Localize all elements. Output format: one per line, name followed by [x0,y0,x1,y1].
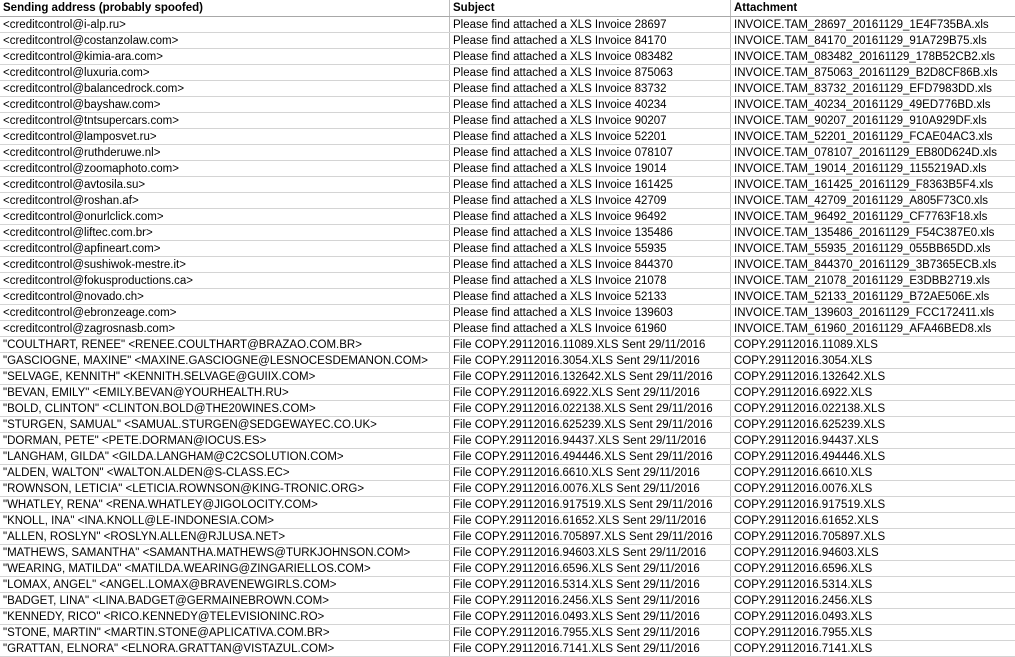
sending-address-cell[interactable]: <creditcontrol@fokusproductions.ca> [0,273,450,288]
attachment-cell[interactable]: COPY.29112016.94603.XLS [734,547,879,559]
table-row[interactable] [0,97,1015,113]
sending-address-cell[interactable]: <creditcontrol@ebronzeage.com> [0,305,450,320]
table-row[interactable] [0,401,1015,417]
subject-cell[interactable]: File COPY.29112016.132642.XLS Sent 29/11/2016 [450,369,731,384]
subject-cell[interactable]: File COPY.29112016.6922.XLS Sent 29/11/2016 [450,385,731,400]
sending-address-cell[interactable]: "GRATTAN, ELNORA" <ELNORA.GRATTAN@VISTAZUL.COM> [0,641,450,656]
subject-cell[interactable]: File COPY.29112016.2456.XLS Sent 29/11/2016 [450,593,731,608]
table-row[interactable] [0,465,1015,481]
attachment-cell[interactable]: COPY.29112016.11089.XLS [734,339,878,351]
attachment-cell[interactable]: INVOICE.TAM_844370_20161129_3B7365ECB.xls [734,259,997,271]
attachment-cell[interactable]: COPY.29112016.0076.XLS [734,483,873,495]
table-row[interactable] [0,17,1015,33]
sending-address-cell[interactable]: <creditcontrol@tntsupercars.com> [0,113,450,128]
attachment-cell[interactable]: COPY.29112016.94437.XLS [734,435,879,447]
attachment-cell[interactable]: COPY.29112016.2456.XLS [734,595,873,607]
table-row[interactable] [0,177,1015,193]
attachment-cell[interactable]: COPY.29112016.5314.XLS [734,579,873,591]
sending-address-cell[interactable]: <creditcontrol@zoomaphoto.com> [0,161,450,176]
sending-address-cell[interactable]: <creditcontrol@i-alp.ru> [0,17,450,32]
subject-cell[interactable]: Please find attached a XLS Invoice 078107 [450,145,731,160]
sending-address-cell[interactable]: <creditcontrol@liftec.com.br> [0,225,450,240]
table-row[interactable] [0,593,1015,609]
attachment-cell[interactable]: INVOICE.TAM_84170_20161129_91A729B75.xls [734,35,987,47]
attachment-cell[interactable]: INVOICE.TAM_55935_20161129_055BB65DD.xls [734,243,991,255]
table-row[interactable] [0,561,1015,577]
table-row[interactable] [0,33,1015,49]
table-row[interactable] [0,529,1015,545]
sending-address-cell[interactable]: "LOMAX, ANGEL" <ANGEL.LOMAX@BRAVENEWGIRLS.COM> [0,577,450,592]
attachment-cell[interactable]: INVOICE.TAM_52201_20161129_FCAE04AC3.xls [734,131,993,143]
attachment-cell[interactable]: INVOICE.TAM_078107_20161129_EB80D624D.xls [734,147,997,159]
table-row[interactable] [0,545,1015,561]
sending-address-cell[interactable]: <creditcontrol@bayshaw.com> [0,97,450,112]
table-row[interactable] [0,225,1015,241]
attachment-cell[interactable]: COPY.29112016.6610.XLS [734,467,873,479]
table-row[interactable] [0,145,1015,161]
sending-address-cell[interactable]: <creditcontrol@ruthderuwe.nl> [0,145,450,160]
table-row[interactable] [0,337,1015,353]
attachment-cell[interactable]: INVOICE.TAM_61960_20161129_AFA46BED8.xls [734,323,992,335]
attachment-cell[interactable]: COPY.29112016.61652.XLS [734,515,879,527]
attachment-cell[interactable]: COPY.29112016.3054.XLS [734,355,873,367]
subject-cell[interactable]: Please find attached a XLS Invoice 19014 [450,161,731,176]
sending-address-cell[interactable]: "COULTHART, RENEE" <RENEE.COULTHART@BRAZAO.COM.BR> [0,337,450,352]
header-subject[interactable]: Subject [450,0,731,16]
subject-cell[interactable]: Please find attached a XLS Invoice 61960 [450,321,731,336]
table-row[interactable] [0,321,1015,337]
attachment-cell[interactable]: COPY.29112016.6596.XLS [734,563,873,575]
table-row[interactable] [0,625,1015,641]
attachment-cell[interactable]: COPY.29112016.917519.XLS [734,499,886,511]
table-row[interactable] [0,289,1015,305]
subject-cell[interactable]: File COPY.29112016.917519.XLS Sent 29/11/2016 [450,497,731,512]
subject-cell[interactable]: Please find attached a XLS Invoice 83732 [450,81,731,96]
attachment-cell[interactable]: COPY.29112016.625239.XLS [734,419,886,431]
table-row[interactable] [0,385,1015,401]
table-row[interactable] [0,209,1015,225]
attachment-cell[interactable]: INVOICE.TAM_83732_20161129_EFD7983DD.xls [734,83,992,95]
table-row[interactable] [0,417,1015,433]
sending-address-cell[interactable]: "LANGHAM, GILDA" <GILDA.LANGHAM@C2CSOLUTION.COM> [0,449,450,464]
table-row[interactable] [0,257,1015,273]
table-body [0,17,1015,657]
header-attachment[interactable]: Attachment [734,2,798,14]
table-row[interactable] [0,113,1015,129]
sending-address-cell[interactable]: <creditcontrol@lamposvet.ru> [0,129,450,144]
attachment-cell[interactable]: INVOICE.TAM_52133_20161129_B72AE506E.xls [734,291,990,303]
attachment-cell[interactable]: INVOICE.TAM_19014_20161129_1155219AD.xls [734,163,987,175]
table-row[interactable] [0,433,1015,449]
subject-cell[interactable]: Please find attached a XLS Invoice 139603 [450,305,731,320]
subject-cell[interactable]: Please find attached a XLS Invoice 21078 [450,273,731,288]
table-row[interactable] [0,497,1015,513]
sending-address-cell[interactable]: <creditcontrol@sushiwok-mestre.it> [0,257,450,272]
subject-cell[interactable]: File COPY.29112016.5314.XLS Sent 29/11/2016 [450,577,731,592]
subject-cell[interactable]: File COPY.29112016.6610.XLS Sent 29/11/2016 [450,465,731,480]
attachment-cell[interactable]: INVOICE.TAM_28697_20161129_1E4F735BA.xls [734,19,989,31]
subject-cell[interactable]: Please find attached a XLS Invoice 875063 [450,65,731,80]
sending-address-cell[interactable]: "KNOLL, INA" <INA.KNOLL@LE-INDONESIA.COM> [0,513,450,528]
table-row[interactable] [0,577,1015,593]
table-row[interactable] [0,161,1015,177]
sending-address-cell[interactable]: "BADGET, LINA" <LINA.BADGET@GERMAINEBROWN.COM> [0,593,450,608]
subject-cell[interactable]: File COPY.29112016.625239.XLS Sent 29/11/2016 [450,417,731,432]
attachment-cell[interactable]: COPY.29112016.022138.XLS [734,403,886,415]
table-row[interactable] [0,449,1015,465]
subject-cell[interactable]: Please find attached a XLS Invoice 55935 [450,241,731,256]
sending-address-cell[interactable]: "BEVAN, EMILY" <EMILY.BEVAN@YOURHEALTH.RU> [0,385,450,400]
sending-address-cell[interactable]: "GASCIOGNE, MAXINE" <MAXINE.GASCIOGNE@LESNOCESDEMANON.COM> [0,353,450,368]
attachment-cell[interactable]: COPY.29112016.132642.XLS [734,371,886,383]
subject-cell[interactable]: Please find attached a XLS Invoice 844370 [450,257,731,272]
attachment-cell[interactable]: INVOICE.TAM_161425_20161129_F8363B5F4.xls [734,179,994,191]
table-row[interactable] [0,369,1015,385]
sending-address-cell[interactable]: "STURGEN, SAMUAL" <SAMUAL.STURGEN@SEDGEWAYEC.CO.UK> [0,417,450,432]
attachment-cell[interactable]: INVOICE.TAM_40234_20161129_49ED776BD.xls [734,99,991,111]
sending-address-cell[interactable]: <creditcontrol@kimia-ara.com> [0,49,450,64]
subject-cell[interactable]: Please find attached a XLS Invoice 135486 [450,225,731,240]
subject-cell[interactable]: Please find attached a XLS Invoice 161425 [450,177,731,192]
sending-address-cell[interactable]: <creditcontrol@novado.ch> [0,289,450,304]
subject-cell[interactable]: File COPY.29112016.6596.XLS Sent 29/11/2016 [450,561,731,576]
table-row[interactable] [0,129,1015,145]
subject-cell[interactable]: File COPY.29112016.61652.XLS Sent 29/11/2016 [450,513,731,528]
header-row [0,0,1015,17]
table-row[interactable] [0,513,1015,529]
attachment-cell[interactable]: INVOICE.TAM_90207_20161129_910A929DF.xls [734,115,987,127]
sending-address-cell[interactable]: "MATHEWS, SAMANTHA" <SAMANTHA.MATHEWS@TURKJOHNSON.COM> [0,545,450,560]
table-row[interactable] [0,481,1015,497]
sending-address-cell[interactable]: <creditcontrol@zagrosnasb.com> [0,321,450,336]
subject-cell[interactable]: Please find attached a XLS Invoice 42709 [450,193,731,208]
attachment-cell[interactable]: INVOICE.TAM_139603_20161129_FCC172411.xls [734,307,995,319]
table-row[interactable] [0,241,1015,257]
subject-cell[interactable]: Please find attached a XLS Invoice 52201 [450,129,731,144]
subject-cell[interactable]: File COPY.29112016.494446.XLS Sent 29/11/2016 [450,449,731,464]
sending-address-cell[interactable]: <creditcontrol@avtosila.su> [0,177,450,192]
table-row[interactable] [0,641,1015,657]
sending-address-cell[interactable]: "ALLEN, ROSLYN" <ROSLYN.ALLEN@RJLUSA.NET> [0,529,450,544]
sending-address-cell[interactable]: "WHATLEY, RENA" <RENA.WHATLEY@JIGOLOCITY.COM> [0,497,450,512]
sending-address-cell[interactable]: <creditcontrol@luxuria.com> [0,65,450,80]
subject-cell[interactable]: Please find attached a XLS Invoice 96492 [450,209,731,224]
attachment-cell[interactable]: INVOICE.TAM_21078_20161129_E3DBB2719.xls [734,275,990,287]
table-row[interactable] [0,305,1015,321]
subject-cell[interactable]: Please find attached a XLS Invoice 84170 [450,33,731,48]
subject-cell[interactable]: File COPY.29112016.705897.XLS Sent 29/11/2016 [450,529,731,544]
attachment-cell[interactable]: COPY.29112016.7141.XLS [734,643,873,655]
sending-address-cell[interactable]: "ALDEN, WALTON" <WALTON.ALDEN@S-CLASS.EC> [0,465,450,480]
sending-address-cell[interactable]: <creditcontrol@costanzolaw.com> [0,33,450,48]
table-row[interactable] [0,65,1015,81]
sending-address-cell[interactable]: <creditcontrol@apfineart.com> [0,241,450,256]
subject-cell[interactable]: File COPY.29112016.7141.XLS Sent 29/11/2016 [450,641,731,656]
subject-cell[interactable]: Please find attached a XLS Invoice 52133 [450,289,731,304]
subject-cell[interactable]: File COPY.29112016.0076.XLS Sent 29/11/2016 [450,481,731,496]
table-row[interactable] [0,353,1015,369]
table-row[interactable] [0,49,1015,65]
subject-cell[interactable]: File COPY.29112016.3054.XLS Sent 29/11/2016 [450,353,731,368]
sending-address-cell[interactable]: <creditcontrol@onurlclick.com> [0,209,450,224]
attachment-cell[interactable]: INVOICE.TAM_42709_20161129_A805F73C0.xls [734,195,989,207]
subject-cell[interactable]: File COPY.29112016.0493.XLS Sent 29/11/2016 [450,609,731,624]
subject-cell[interactable]: File COPY.29112016.11089.XLS Sent 29/11/2016 [450,337,731,352]
table-row[interactable] [0,193,1015,209]
attachment-cell[interactable]: COPY.29112016.7955.XLS [734,627,873,639]
attachment-cell[interactable]: COPY.29112016.494446.XLS [734,451,886,463]
sending-address-cell[interactable]: "WEARING, MATILDA" <MATILDA.WEARING@ZINGARIELLOS.COM> [0,561,450,576]
table-row[interactable] [0,273,1015,289]
table-row[interactable] [0,609,1015,625]
subject-cell[interactable]: Please find attached a XLS Invoice 40234 [450,97,731,112]
table-row[interactable] [0,81,1015,97]
sending-address-cell[interactable]: "KENNEDY, RICO" <RICO.KENNEDY@TELEVISIONINC.RO> [0,609,450,624]
sending-address-cell[interactable]: "SELVAGE, KENNITH" <KENNITH.SELVAGE@GUIIX.COM> [0,369,450,384]
subject-cell[interactable]: File COPY.29112016.022138.XLS Sent 29/11/2016 [450,401,731,416]
header-sending-address[interactable]: Sending address (probably spoofed) [0,0,450,16]
attachment-cell[interactable]: COPY.29112016.0493.XLS [734,611,873,623]
subject-cell[interactable]: Please find attached a XLS Invoice 083482 [450,49,731,64]
sending-address-cell[interactable]: "BOLD, CLINTON" <CLINTON.BOLD@THE20WINES.COM> [0,401,450,416]
sending-address-cell[interactable]: "ROWNSON, LETICIA" <LETICIA.ROWNSON@KING-TRONIC.ORG> [0,481,450,496]
attachment-cell[interactable]: INVOICE.TAM_135486_20161129_F54C387E0.xls [734,227,995,239]
sending-address-cell[interactable]: "DORMAN, PETE" <PETE.DORMAN@IOCUS.ES> [0,433,450,448]
subject-cell[interactable]: File COPY.29112016.7955.XLS Sent 29/11/2016 [450,625,731,640]
sending-address-cell[interactable]: "STONE, MARTIN" <MARTIN.STONE@APLICATIVA.COM.BR> [0,625,450,640]
attachment-cell[interactable]: COPY.29112016.6922.XLS [734,387,873,399]
subject-cell[interactable]: File COPY.29112016.94603.XLS Sent 29/11/2016 [450,545,731,560]
attachment-cell[interactable]: INVOICE.TAM_083482_20161129_178B52CB2.xls [734,51,996,63]
sending-address-cell[interactable]: <creditcontrol@roshan.af> [0,193,450,208]
subject-cell[interactable]: Please find attached a XLS Invoice 28697 [450,17,731,32]
attachment-cell[interactable]: COPY.29112016.705897.XLS [734,531,886,543]
sending-address-cell[interactable]: <creditcontrol@balancedrock.com> [0,81,450,96]
attachment-cell[interactable]: INVOICE.TAM_96492_20161129_CF7763F18.xls [734,211,988,223]
subject-cell[interactable]: File COPY.29112016.94437.XLS Sent 29/11/2016 [450,433,731,448]
attachment-cell[interactable]: INVOICE.TAM_875063_20161129_B2D8CF86B.xls [734,67,998,79]
subject-cell[interactable]: Please find attached a XLS Invoice 90207 [450,113,731,128]
